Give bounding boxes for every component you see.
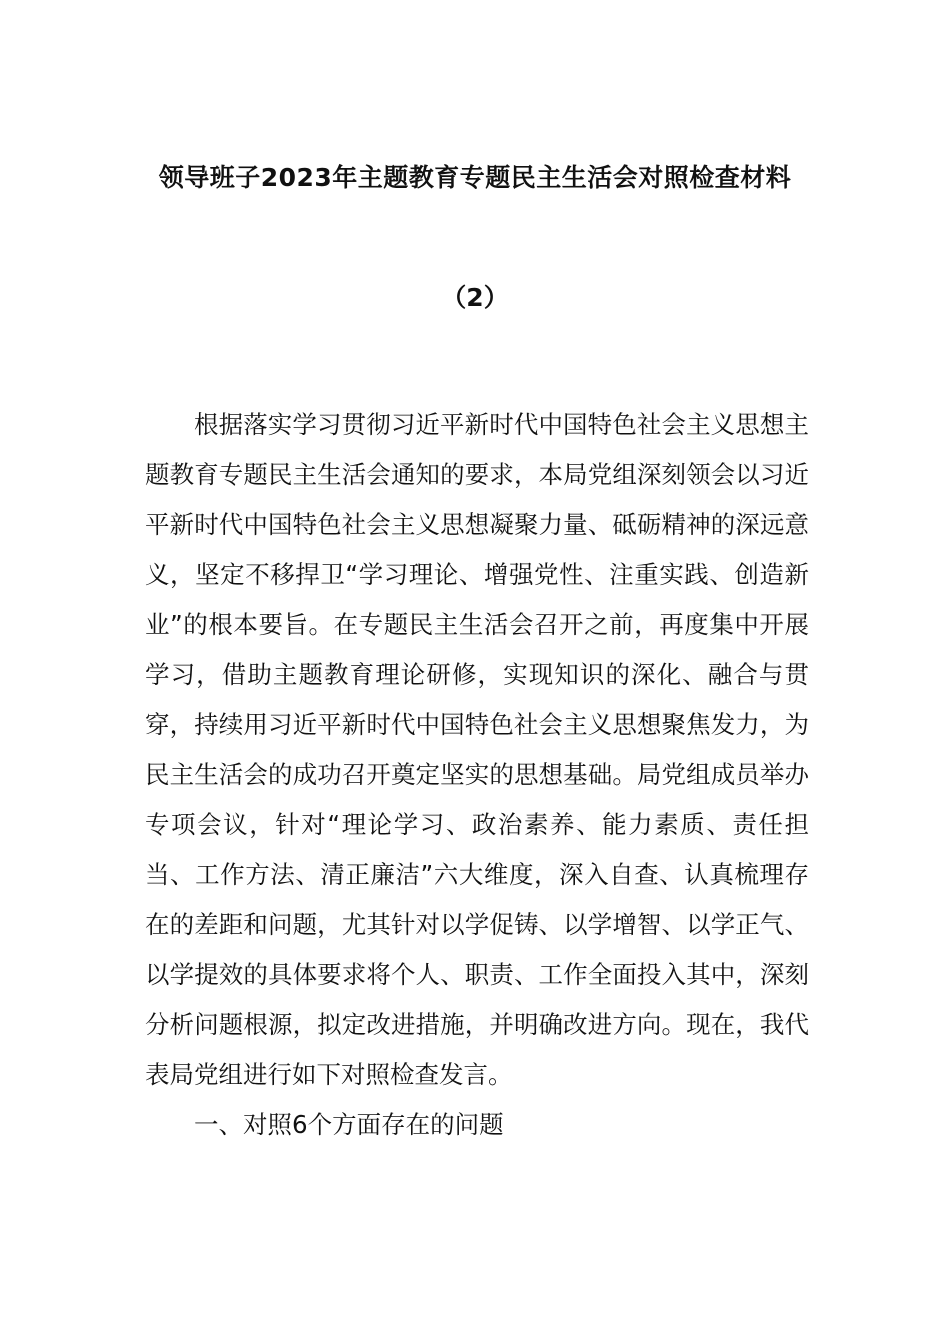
document-subtitle: （2）	[441, 283, 509, 312]
document-title: 领导班子2023年主题教育专题民主生活会对照检查材料	[158, 163, 792, 192]
document-body	[145, 400, 809, 1150]
section-heading: 一、对照6个方面存在的问题	[194, 1110, 504, 1139]
body-paragraph: 根据落实学习贯彻习近平新时代中国特色社会主义思想主题教育专题民主生活会通知的要求，本局党组深刻领会以习近平新时代中国特色社会主义思想凝聚力量、砥砺精神的深远意义，坚定不移捍卫“学习理论、增强党性、注重实践、创造新业”的根本要旨。在专题民主生活会召开之前，再度集中开展学习，借助主题教育理论研修，实现知识的深化、融合与贯穿，持续用习近平新时代中国特色社会主义思想聚焦发力，为民主生活会的成功召开奠定坚实的思想基础。局党组成员举办专项会议，针对“理论学习、政治素养、能力素质、责任担当、工作方法、清正廉洁”六大维度，深入自查、认真梳理存在的差距和问题，尤其针对以学促铸、以学增智、以学正气、以学提效的具体要求将个人、职责、工作全面投入其中，深刻分析问题根源，拟定改进措施，并明确改进方向。现在，我代表局党组进行如下对照检查发言。	[145, 410, 809, 1089]
